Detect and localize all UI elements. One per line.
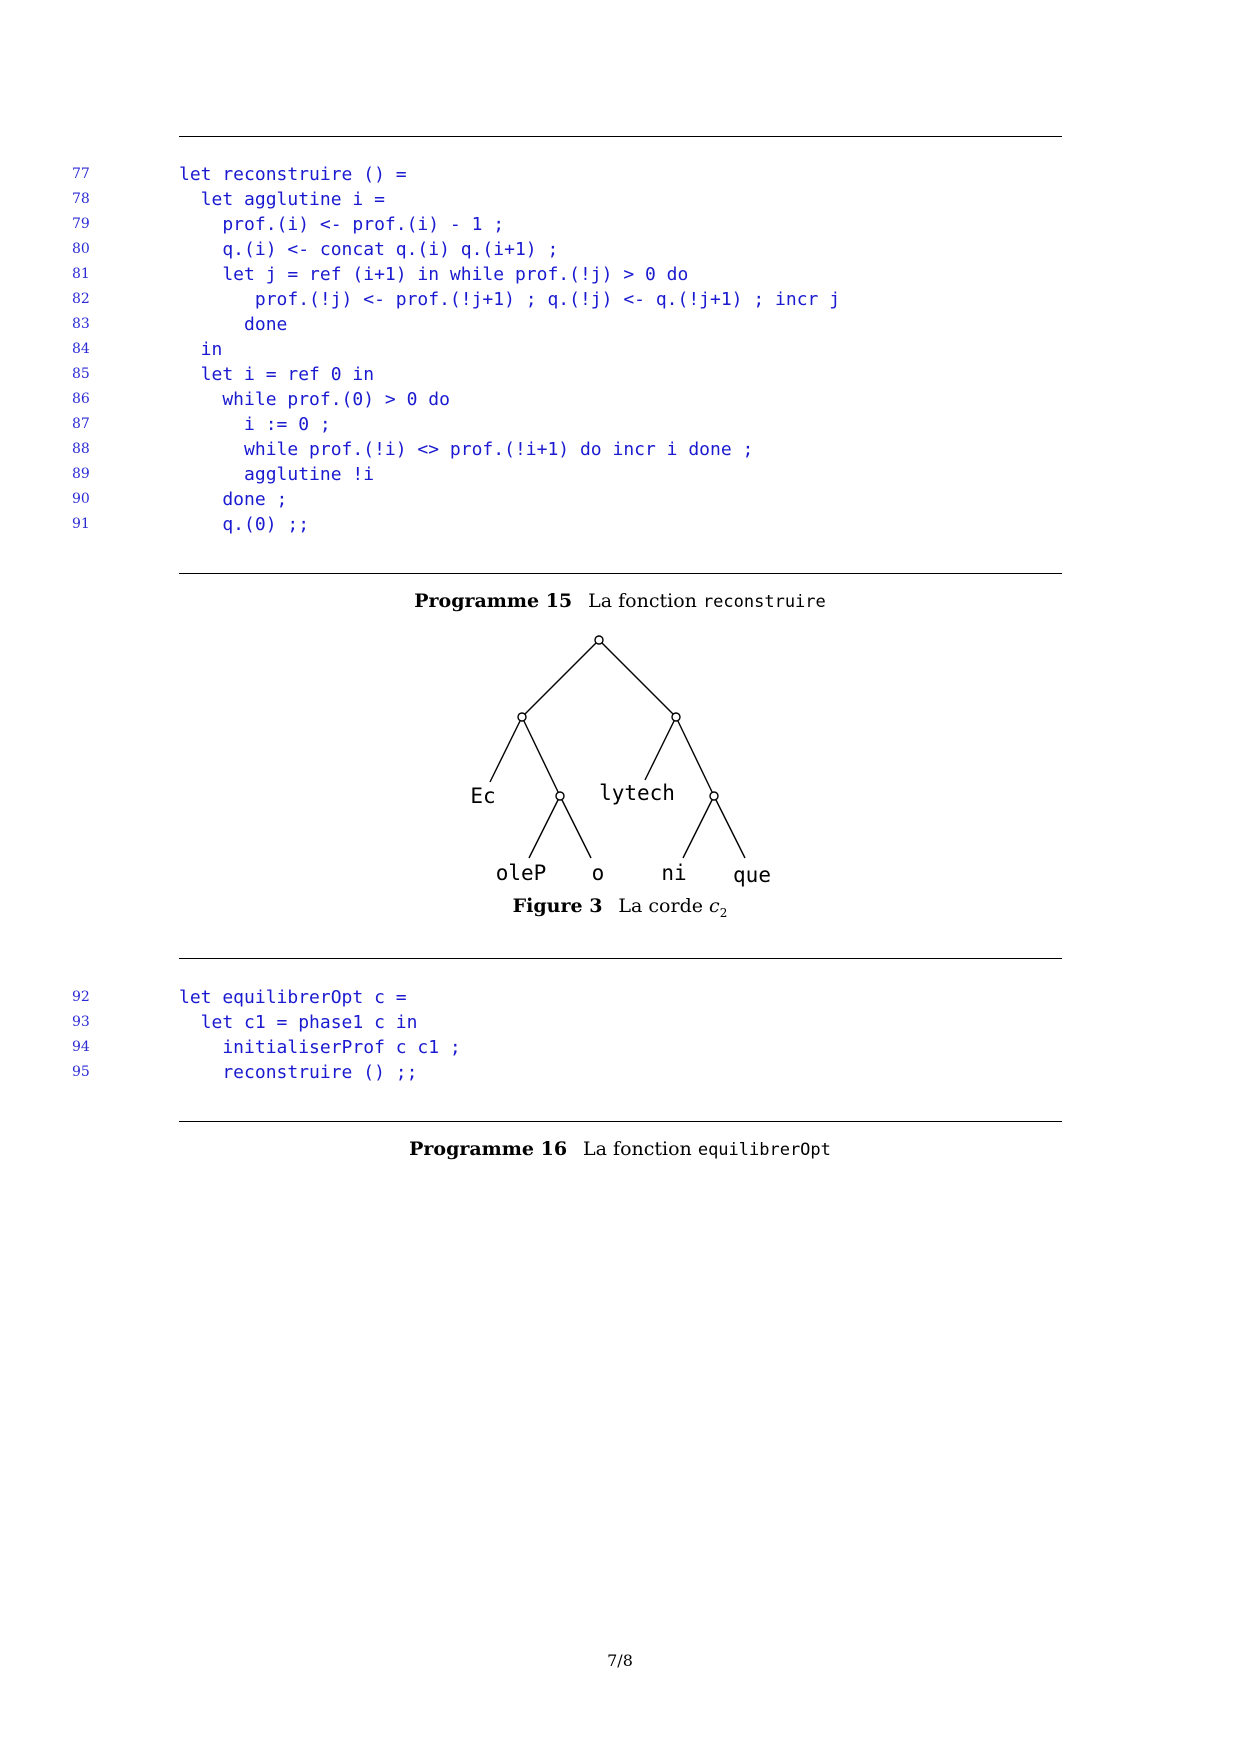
line-number: 91: [72, 516, 90, 532]
caption-subscript: 2: [719, 905, 728, 920]
edge: [522, 640, 599, 717]
code-line: [0, 437, 1240, 462]
caption-math: c: [709, 895, 720, 917]
code-line: [0, 487, 1240, 512]
code-text: done: [179, 314, 288, 335]
code-line: [0, 985, 1240, 1010]
code-text: prof.(i) <- prof.(i) - 1 ;: [179, 214, 505, 235]
code-line: [0, 1035, 1240, 1060]
caption-code: reconstruire: [702, 592, 826, 612]
caption-text: La corde: [618, 895, 703, 917]
edge: [522, 717, 560, 796]
figure3-tree: [0, 620, 1240, 940]
line-number: 79: [72, 216, 90, 232]
line-number: 77: [72, 166, 90, 182]
line-number: 78: [72, 191, 90, 207]
caption-text: La fonction: [588, 590, 697, 612]
code-line: [0, 237, 1240, 262]
code-text: while prof.(0) > 0 do: [179, 389, 450, 410]
line-number: 87: [72, 416, 90, 432]
top-rule-program16: [179, 958, 1062, 959]
code-text: prof.(!j) <- prof.(!j+1) ; q.(!j) <- q.(!j+1) ; incr j: [179, 289, 841, 310]
code-text: initialiserProf c c1 ;: [179, 1037, 461, 1058]
top-rule-program15: [179, 136, 1062, 137]
code-text: q.(0) ;;: [179, 514, 310, 535]
code-text: q.(i) <- concat q.(i) q.(i+1) ;: [179, 239, 559, 260]
edge: [529, 796, 560, 858]
line-number: 88: [72, 441, 90, 457]
code-text: let c1 = phase1 c in: [179, 1012, 418, 1033]
line-number: 84: [72, 341, 90, 357]
code-text: let j = ref (i+1) in while prof.(!j) > 0 do: [179, 264, 689, 285]
caption-program15: [0, 590, 1240, 612]
edge: [683, 796, 714, 858]
code-line: [0, 262, 1240, 287]
code-line: [0, 337, 1240, 362]
code-line: [0, 462, 1240, 487]
line-number: 92: [72, 989, 90, 1005]
leaf-ni: ni: [661, 861, 687, 885]
code-line: [0, 1060, 1240, 1085]
code-line: [0, 362, 1240, 387]
code-text: let reconstruire () =: [179, 164, 407, 185]
caption-label: Programme 16: [409, 1138, 568, 1160]
line-number: 81: [72, 266, 90, 282]
code-text: reconstruire () ;;: [179, 1062, 418, 1083]
code-line: [0, 212, 1240, 237]
code-line: [0, 312, 1240, 337]
leaf-o: o: [591, 861, 605, 885]
tree-node-root: [595, 636, 603, 644]
caption-label: Figure 3: [512, 895, 603, 917]
edge: [676, 717, 714, 796]
code-text: let i = ref 0 in: [179, 364, 375, 385]
code-text: i := 0 ;: [179, 414, 331, 435]
code-line: [0, 412, 1240, 437]
line-number: 93: [72, 1014, 90, 1030]
leaf-que: que: [733, 863, 771, 887]
line-number: 90: [72, 491, 90, 507]
leaf-olep: oleP: [495, 861, 547, 885]
caption-program16: [0, 1138, 1240, 1160]
edge: [714, 796, 745, 858]
line-number: 89: [72, 466, 90, 482]
line-number: 82: [72, 291, 90, 307]
caption-code: equilibrerOpt: [697, 1140, 831, 1160]
page-number: 7/8: [607, 1651, 633, 1670]
tree-node: [672, 713, 680, 721]
code-text: done ;: [179, 489, 288, 510]
tree-node: [556, 792, 564, 800]
line-number: 95: [72, 1064, 90, 1080]
tree-node: [518, 713, 526, 721]
leaf-lytech: lytech: [599, 781, 675, 805]
code-line: [0, 162, 1240, 187]
code-text: agglutine !i: [179, 464, 375, 485]
code-text: let equilibrerOpt c =: [179, 987, 407, 1008]
code-text: in: [179, 339, 223, 360]
code-line: [0, 187, 1240, 212]
leaf-ec: Ec: [470, 784, 496, 808]
line-number: 86: [72, 391, 90, 407]
code-text: let agglutine i =: [179, 189, 385, 210]
code-line: [0, 512, 1240, 537]
edge: [599, 640, 676, 717]
line-number: 83: [72, 316, 90, 332]
caption-figure3: [0, 895, 1240, 920]
code-text: while prof.(!i) <> prof.(!i+1) do incr i done ;: [179, 439, 754, 460]
code-line: [0, 287, 1240, 312]
edge: [645, 717, 676, 780]
tree-node: [710, 792, 718, 800]
line-number: 80: [72, 241, 90, 257]
line-number: 85: [72, 366, 90, 382]
caption-label: Programme 15: [414, 590, 573, 612]
code-line: [0, 1010, 1240, 1035]
caption-text: La fonction: [583, 1138, 692, 1160]
edge: [560, 796, 591, 858]
edge: [490, 717, 522, 782]
bottom-rule-program15: [179, 573, 1062, 574]
line-number: 94: [72, 1039, 90, 1055]
bottom-rule-program16: [179, 1121, 1062, 1122]
code-line: [0, 387, 1240, 412]
